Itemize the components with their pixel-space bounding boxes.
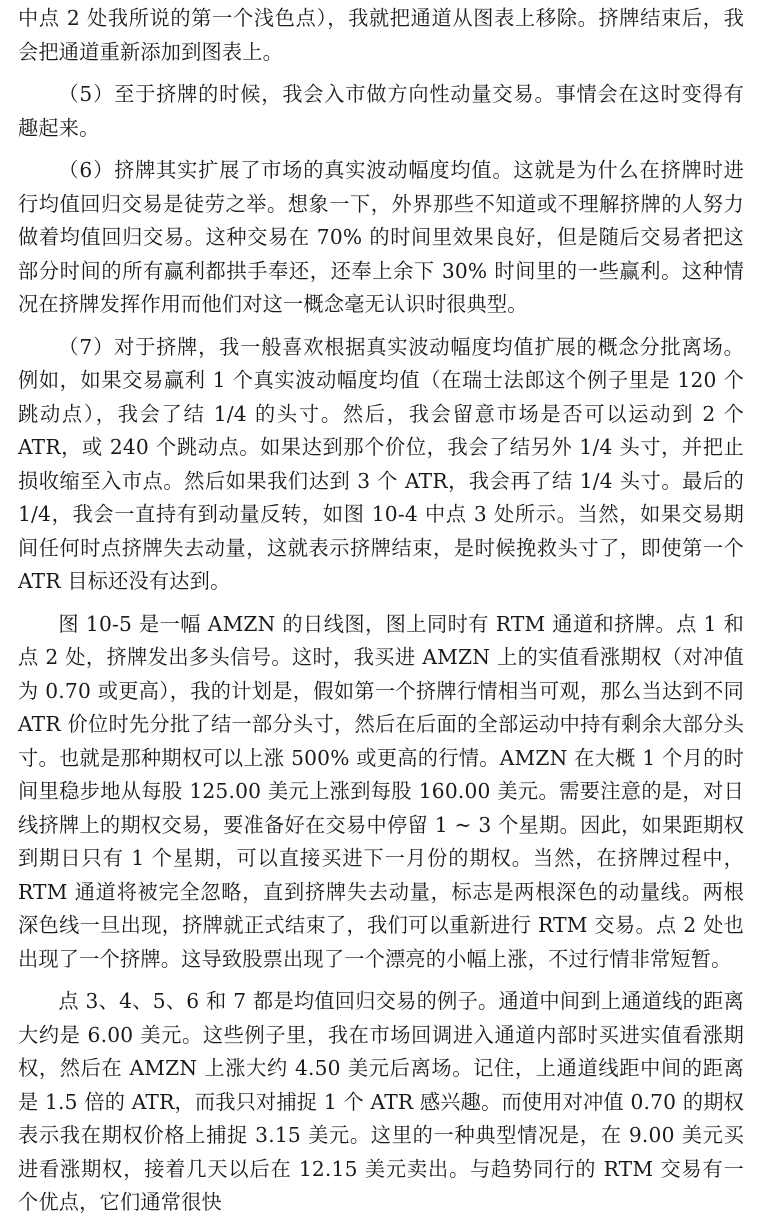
paragraph-continuation: 中点 2 处我所说的第一个浅色点），我就把通道从图表上移除。挤牌结束后，我会把通道重新添加到图表上。: [18, 6, 744, 64]
paragraph-point-5: （5）至于挤牌的时候，我会入市做方向性动量交易。事情会在这时变得有趣起来。: [18, 82, 744, 140]
paragraph-point-7: （7）对于挤牌，我一般喜欢根据真实波动幅度均值扩展的概念分批离场。例如，如果交易赢利 1 个真实波动幅度均值（在瑞士法郎这个例子里是 120 个跳动点），我会了结 1/4 的头寸。然后，我会留意市场是否可以运动到 2 个 ATR，或 240 个跳动点。如果达到那个价位，我会了结另外 1/4 头寸，并把止损收缩至入市点。然后如果我们达到 3 个 ATR，我会再了结 1/4 头寸。最后的 1/4，我会一直持有到动量反转，如图 10-4 中点 3 处所示。当然，如果交易期间任何时点挤牌失去动量，这就表示挤牌结束，是时候挽救头寸了，即使第一个 ATR 目标还没有达到。: [18, 334, 744, 593]
paragraph-point-6: （6）挤牌其实扩展了市场的真实波动幅度均值。这就是为什么在挤牌时进行均值回归交易是徒劳之举。想象一下，外界那些不知道或不理解挤牌的人努力做着均值回归交易。这种交易在 70% 的时间里效果良好，但是随后交易者把这部分时间的所有赢利都拱手奉还，还奉上余下 30% 时间里的一些赢利。这种情况在挤牌发挥作用而他们对这一概念毫无认识时很典型。: [18, 158, 744, 316]
paragraph-figure-10-5: 图 10-5 是一幅 AMZN 的日线图，图上同时有 RTM 通道和挤牌。点 1 和点 2 处，挤牌发出多头信号。这时，我买进 AMZN 上的实值看涨期权（对冲值为 0.70 或更高），我的计划是，假如第一个挤牌行情相当可观，那么当达到不同 ATR 价位时先分批了结一部分头寸，然后在后面的全部运动中持有剩余大部分头寸。也就是那种期权可以上涨 500% 或更高的行情。AMZN 在大概 1 个月的时间里稳步地从每股 125.00 美元上涨到每股 160.00 美元。需要注意的是，对日线挤牌上的期权交易，要准备好在交易中停留 1 ~ 3 个星期。因此，如果距期权到期日只有 1 个星期，可以直接买进下一月份的期权。当然，在挤牌过程中，RTM 通道将被完全忽略，直到挤牌失去动量，标志是两根深色的动量线。两根深色线一旦出现，挤牌就正式结束了，我们可以重新进行 RTM 交易。点 2 处也出现了一个挤牌。这导致股票出现了一个漂亮的小幅上涨，不过行情非常短暂。: [18, 611, 744, 971]
paragraph-mean-reversion-examples: 点 3、4、5、6 和 7 都是均值回归交易的例子。通道中间到上通道线的距离大约是 6.00 美元。这些例子里，我在市场回调进入通道内部时买进实值看涨期权，然后在 AMZN 上涨大约 4.50 美元后离场。记住，上通道线距中间的距离是 1.5 倍的 ATR，而我只对捕捉 1 个 ATR 感兴趣。而使用对冲值 0.70 的期权表示我在期权价格上捕捉 3.15 美元。这里的一种典型情况是，在 9.00 美元买进看涨期权，接着几天以后在 12.15 美元卖出。与趋势同行的 RTM 交易有一个优点，它们通常很快: [18, 989, 744, 1214]
